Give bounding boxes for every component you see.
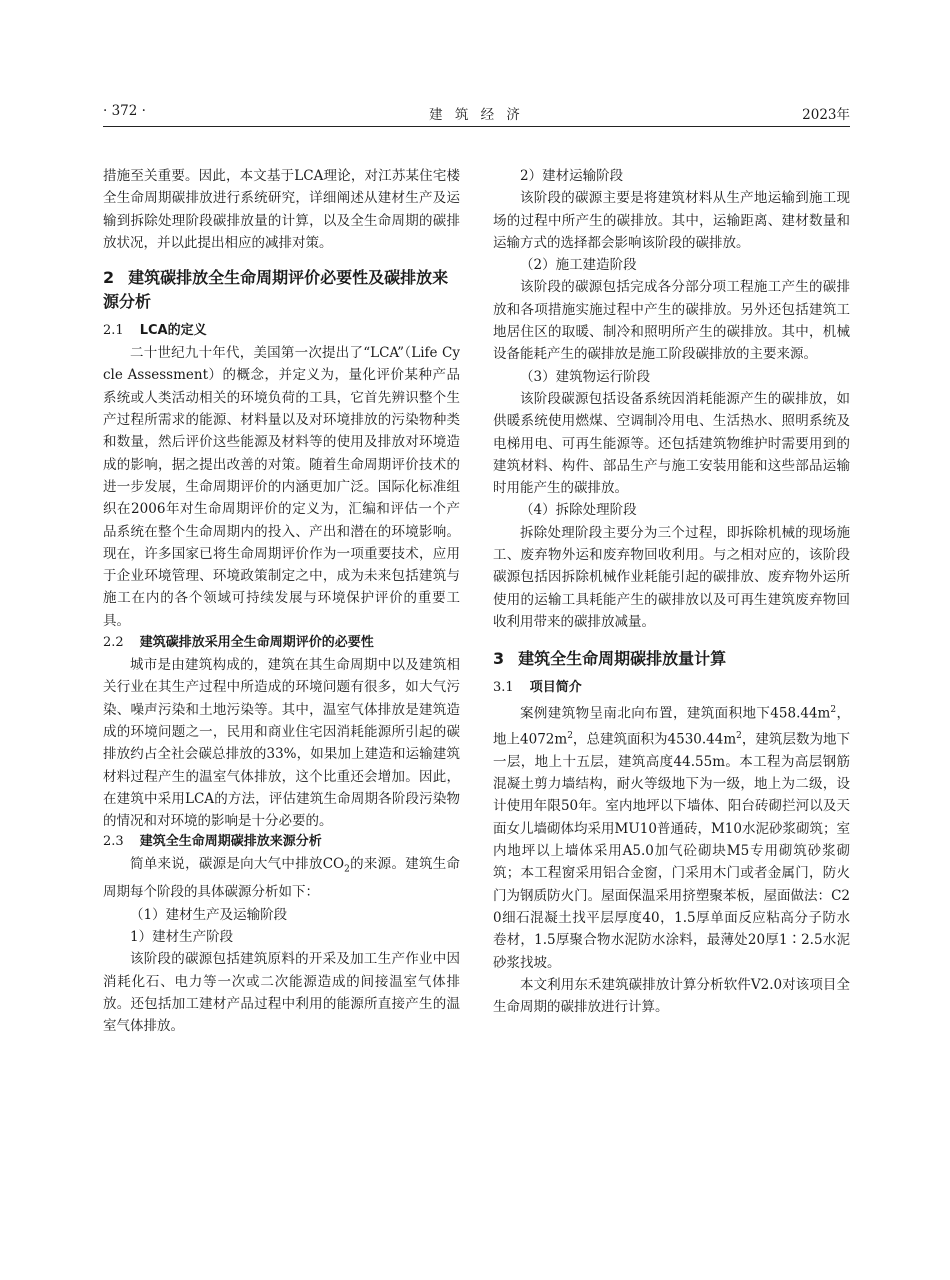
project-intro-paragraph (493, 699, 850, 974)
stage-2-label: （2）施工建造阶段 (520, 257, 637, 274)
subsection-number: 3.1 (493, 680, 514, 696)
carbon-source-paragraph (103, 853, 460, 903)
page-number: · 372 · (103, 103, 146, 119)
subsection-number: 2.1 (103, 323, 124, 339)
section-2-3-heading (103, 831, 460, 853)
intro-paragraph: 措施至关重要。因此，本文基于LCA理论，对江苏某住宅楼全生命周期碳排放进行系统研究，详细阐述从建材生产及运输到拆除处理阶段碳排放量的计算，以及全生命周期的碳排放状况，并以此提出相应的减排对策。 (103, 168, 460, 251)
lca-definition-paragraph: 二十世纪九十年代，美国第一次提出了“LCA”（Life Cycle Assessment）的概念，并定义为，量化评价某种产品系统或人类活动相关的环境负荷的工具，它首先辨识整个生产过程所需求的能源、材料量以及对环境排放的污染物种类和数量，然后评价这些能源及材料等的使用及排放对环境造成的影响，据之提出改善的对策。随着生命周期评价技术的进一步发展，生命周期评价的内涵更加广泛。国际化标准组织在2006年对生命周期评价的定义为，汇编和评估一个产品系统在整个生命周期内的投入、产出和潜在的环境影响。现在，许多国家已将生命周期评价作为一项重要技术，应用于企业环境管理、环境政策制定之中，成为未来包括建筑与施工在内的各个领域可持续发展与环境保护评价的重要工具。 (103, 345, 460, 629)
stage-1-1-label: 1）建材生产阶段 (130, 929, 234, 945)
stage-4-label: （4）拆除处理阶段 (520, 502, 637, 519)
subscript: 2 (344, 865, 350, 876)
superscript: 2 (830, 705, 837, 716)
section-3-heading (493, 647, 850, 671)
section-2-heading (103, 266, 460, 314)
section-2-2-heading (103, 632, 460, 654)
stage-4-paragraph: 拆除处理阶段主要分为三个过程，即拆除机械的现场施工、废弃物外运和废弃物回收利用。与之相对应的，该阶段碳源包括因拆除机械作业耗能引起的碳排放、废弃物外运所使用的运输工具耗能产生的碳排放以及可再生建筑废弃物回收利用带来的碳排放减量。 (493, 524, 850, 630)
section-2-1-heading (103, 320, 460, 342)
section-3-1-heading (493, 677, 850, 699)
superscript: 2 (567, 731, 573, 742)
text-run: 的来源。建筑生命周期每个阶段的具体碳源分析如下： (103, 856, 461, 901)
stage-1-label: （1）建材生产及运输阶段 (130, 906, 288, 923)
section-number: 3 (493, 649, 505, 669)
left-column (103, 165, 460, 1037)
stage-3-paragraph: 该阶段碳源包括设备系统因消耗能源产生的碳排放，如供暖系统使用燃煤、空调制冷用电、生活热水、照明系统及电梯用电、可再生能源等。还包括建筑物维护时需要用到的建筑材料、构件、部品生产与施工安装用能和这些部品运输时用能产生的碳排放。 (493, 390, 850, 497)
stage-2-paragraph: 该阶段的碳源包括完成各分部分项工程施工产生的碳排放和各项措施实施过程中产生的碳排放。另外还包括建筑工地居住区的取暖、制冷和照明所产生的碳排放。其中，机械设备能耗产生的碳排放是施工阶段碳排放的主要来源。 (493, 279, 850, 363)
stage-1-2-label: 2）建材运输阶段 (520, 168, 624, 184)
stage-1-2-paragraph: 该阶段的碳源主要是将建筑材料从生产地运输到施工现场的过程中所产生的碳排放。其中，运输距离、建材数量和运输方式的选择都会影响该阶段的碳排放。 (493, 190, 850, 251)
stage-1-1-paragraph: 该阶段的碳源包括建筑原料的开采及加工生产作业中因消耗化石、电力等一次或二次能源造成的间接温室气体排放。还包括加工建材产品过程中利用的能源所直接产生的温室气体排放。 (103, 951, 460, 1035)
right-column (493, 165, 850, 1018)
text-run: ，地上4072m (493, 705, 850, 748)
necessity-paragraph: 城市是由建筑构成的，建筑在其生命周期中以及建筑相关行业在其生产过程中所造成的环境问题有很多，如大气污染、噪声污染和土地污染等。其中，温室气体排放是建筑造成的环境问题之一，民用和商业住宅因消耗能源所引起的碳排放约占全社会碳总排放的33%，如果加上建造和运输建筑材料过程产生的温室气体排放，这个比重还会增加。因此，在建筑中采用LCA的方法，评估建筑生命周期各阶段污染物的情况和对环境的影响是十分必要的。 (103, 657, 460, 830)
text-run: ，建筑层数为地下一层，地上十五层，建筑高度44.55m。本工程为高层钢筋混凝土剪力墙结构，耐火等级地下为一级，地上为二级，设计使用年限50年。室内地坪以下墙体、阳台砖砌拦河以及天面女儿墙砌体均采用MU10普通砖，M10水泥砂浆砌筑；室内地坪以上墙体采用A5.0加气砼砌块M5专用砌筑砂浆砌筑；本工程窗采用铝合金窗，门采用木门或者金属门，防火门为钢质防火门。屋面保温采用挤塑聚苯板，屋面做法：C20细石混凝土找平层厚度40，1.5厚单面反应粘高分子防水卷材，1.5厚聚合物水泥防水涂料，最薄处20厚1∶2.5水泥砂浆找坡。 (493, 731, 850, 971)
publication-year: 2023年 (802, 107, 850, 123)
section-number: 2 (103, 268, 115, 288)
text-run: ，总建筑面积为4530.44m (572, 731, 737, 748)
subsection-title: 建筑全生命周期碳排放来源分析 (139, 834, 322, 850)
subsection-title: 建筑碳排放采用全生命周期评价的必要性 (139, 635, 374, 651)
running-header (103, 100, 850, 127)
journal-name: 建 筑 经 济 (429, 107, 524, 123)
subsection-title: 项目简介 (529, 680, 582, 696)
superscript: 2 (736, 731, 742, 742)
text-run: 简单来说，碳源是向大气中排放CO (130, 856, 345, 873)
text-run: 案例建筑物呈南北向布置，建筑面积地下458.44m (520, 705, 831, 722)
subsection-number: 2.2 (103, 635, 124, 651)
subsection-title: LCA的定义 (139, 323, 207, 339)
software-paragraph: 本文利用东禾建筑碳排放计算分析软件V2.0对该项目全生命周期的碳排放进行计算。 (493, 976, 850, 1016)
section-title: 建筑碳排放全生命周期评价必要性及碳排放来源分析 (103, 268, 449, 312)
section-title: 建筑全生命周期碳排放量计算 (518, 649, 727, 669)
subsection-number: 2.3 (103, 834, 124, 850)
stage-3-label: （3）建筑物运行阶段 (520, 368, 651, 385)
